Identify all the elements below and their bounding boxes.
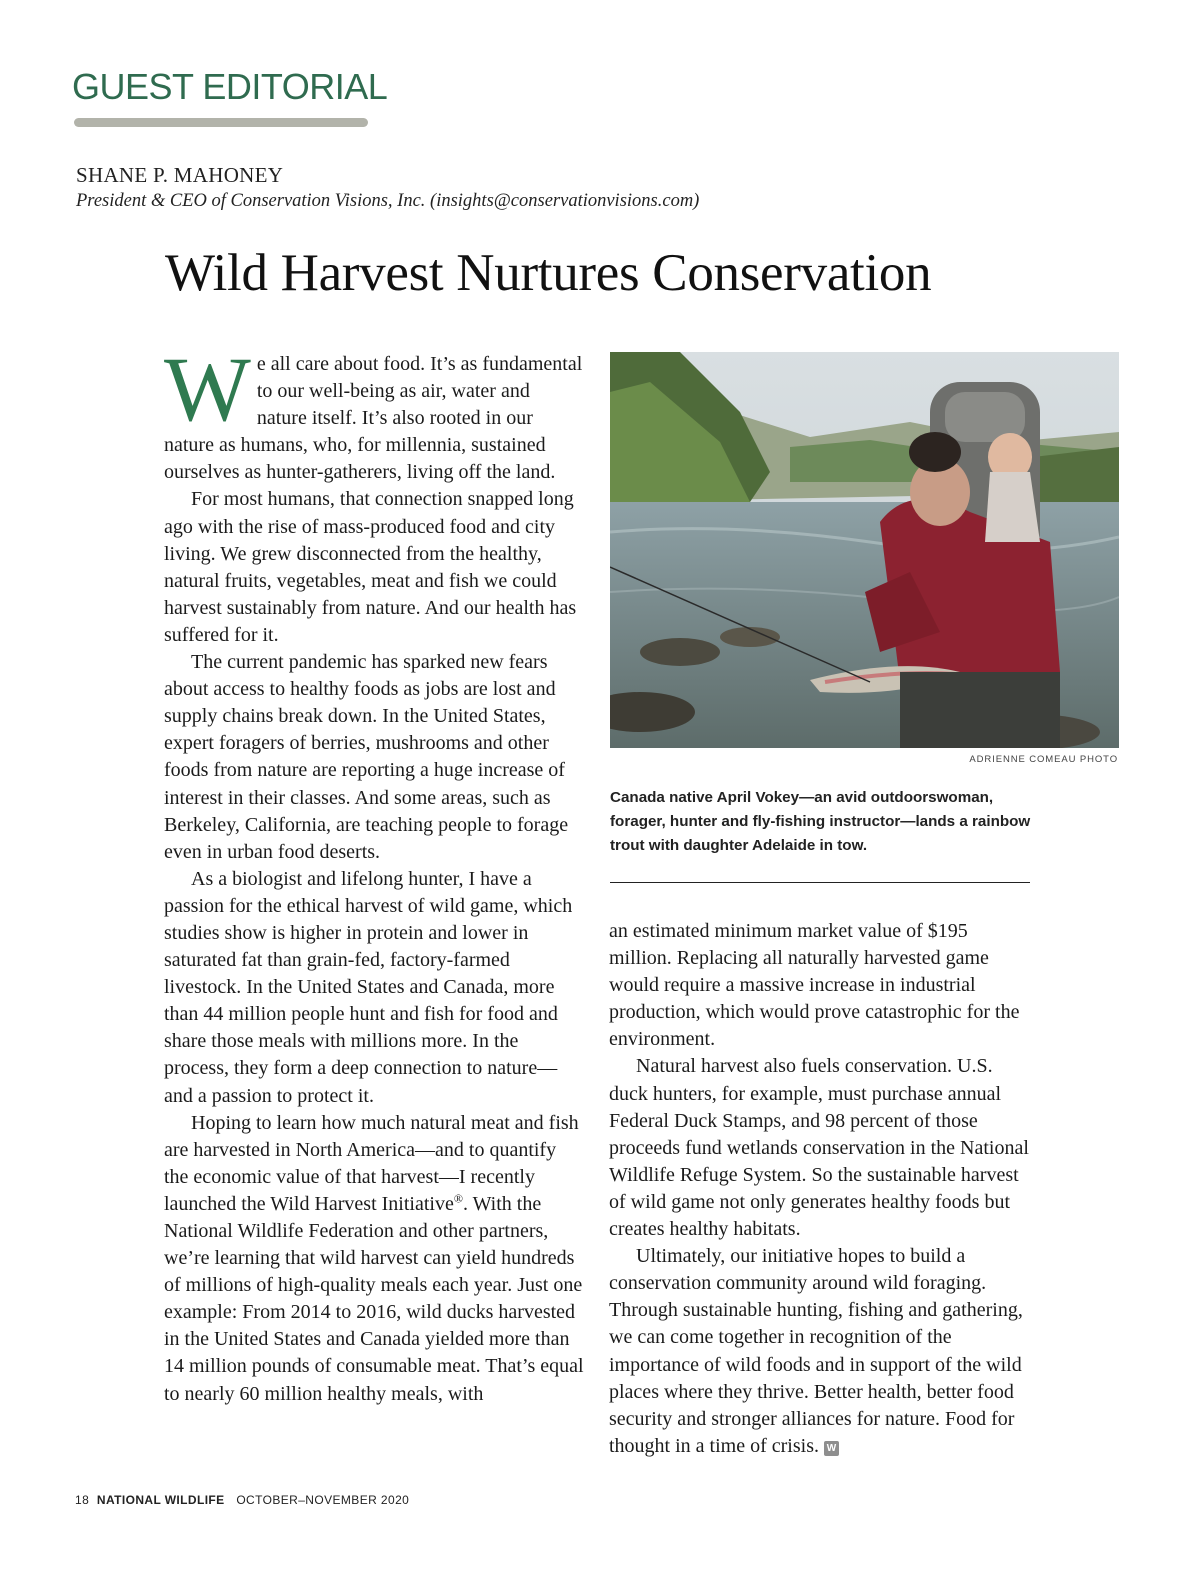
- drop-cap: W: [164, 338, 251, 440]
- article-paragraph: Hoping to learn how much natural meat and fish are harvested in North America—and to quantify the economic value of that harvest—I recently launched the Wild Harvest Initiative®. With the National Wildlife Federation and other partners, we’re learning that wild harvest can yield hundreds of millions of high-quality meals each year. Just one example: From 2014 to 2016, wild ducks harvested in the United States and Canada yielded more than 14 million pounds of consumable meat. That’s equal to nearly 60 million healthy meals, with: [164, 1111, 584, 1405]
- author-name: SHANE P. MAHONEY: [76, 163, 284, 187]
- article-paragraph: Natural harvest also fuels conservation. U.S. duck hunters, for example, must purchase annual Federal Duck Stamps, and 98 percent of those proceeds fund wetlands conservation in the National Wildlife Refuge System. So the sustainable harvest of wild game not only generates healthy foods but creates healthy habitats.: [609, 1055, 1029, 1241]
- section-divider: [74, 118, 368, 127]
- article-paragraph: Ultimately, our initiative hopes to build a conservation community around wild foraging. Through sustainable hunting, fishing and gathering, we can come together in recognition of the importance of wild foods and in support of the wild places where they thrive. Better health, better food security and stronger alliances for nature. Food for thought in a time of crisis. W: [609, 1245, 1023, 1457]
- issue-date: OCTOBER–NOVEMBER 2020: [236, 1493, 410, 1507]
- author-title: President & CEO of Conservation Visions, Inc. (insights@conservationvisions.com): [76, 191, 700, 211]
- photo-credit: ADRIENNE COMEAU PHOTO: [969, 754, 1118, 765]
- photo-caption: Canada native April Vokey—an avid outdoorswoman, forager, hunter and fly-fishing instructor—lands a rainbow trout with daughter Adelaide in tow.: [610, 789, 1031, 854]
- publication-name: NATIONAL WILDLIFE: [96, 1493, 225, 1507]
- article-headline: Wild Harvest Nurtures Conservation: [165, 244, 932, 302]
- article-paragraph: As a biologist and lifelong hunter, I have a passion for the ethical harvest of wild game, which studies show is higher in protein and lower in saturated fat than grain-fed, factory-farmed livestock. In the United States and Canada, more than 44 million people hunt and fish for food and share those meals with millions more. In the process, they form a deep connection to nature—and a passion to protect it.: [164, 867, 573, 1107]
- section-label: GUEST EDITORIAL: [72, 66, 388, 107]
- article-paragraph: The current pandemic has sparked new fears about access to healthy foods as jobs are lost and supply chains break down. In the United States, expert foragers of berries, mushrooms and other foods from nature are reporting a huge increase of interest in their classes. And some areas, such as Berkeley, California, are teaching people to forage even in urban food deserts.: [164, 651, 569, 863]
- end-mark-icon: W: [824, 1441, 839, 1456]
- article-paragraph: We all care about food. It’s as fundamental to our well-being as air, water and nature itself. It’s also rooted in our nature as humans, who, for millennia, sustained ourselves as hunter-gatherers, living off the land.: [164, 338, 583, 484]
- article-column-left: [164, 338, 584, 1408]
- article-paragraph: For most humans, that connection snapped long ago with the rise of mass-produced food and city living. We grew disconnected from the healthy, natural fruits, vegetables, meat and fish we could harvest sustainably from nature. And our health has suffered for it.: [164, 488, 577, 646]
- river-fishing-photo: [610, 352, 1119, 748]
- article-photo: [610, 352, 1119, 748]
- article-column-right: [609, 918, 1031, 1460]
- page-number: 18: [75, 1493, 90, 1507]
- page-footer: [75, 1493, 409, 1507]
- caption-divider: [610, 882, 1030, 883]
- article-paragraph: an estimated minimum market value of $195 million. Replacing all naturally harvested game would require a massive increase in industrial production, which would prove catastrophic for the environment.: [609, 920, 1020, 1051]
- registered-mark: ®: [453, 1191, 463, 1206]
